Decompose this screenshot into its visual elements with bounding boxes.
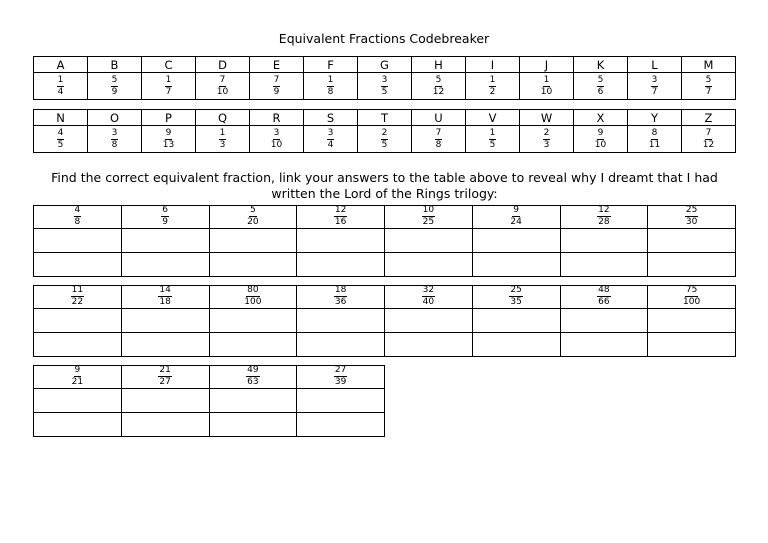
code-letter: Z [682, 110, 736, 126]
fraction [543, 129, 551, 150]
code-letter: F [304, 57, 358, 73]
answer-cell[interactable] [560, 229, 648, 253]
fraction [509, 286, 522, 307]
code-letter: J [520, 57, 574, 73]
fraction [682, 286, 701, 307]
answer-table-2 [33, 285, 736, 357]
fraction [540, 76, 553, 97]
fraction [216, 76, 229, 97]
fraction-numerator: 4 [57, 127, 64, 138]
code-letter: H [412, 57, 466, 73]
fraction-denominator: 66 [598, 297, 610, 307]
fraction-denominator: 5 [381, 139, 388, 150]
answer-cell[interactable] [560, 309, 648, 333]
answer-row [34, 309, 736, 333]
letter-cell[interactable] [121, 333, 209, 357]
fraction [432, 76, 445, 97]
fraction-denominator: 100 [683, 297, 701, 307]
fraction-numerator: 48 [598, 285, 610, 295]
fraction [327, 76, 335, 97]
code-letter: C [142, 57, 196, 73]
answer-cell[interactable] [472, 309, 560, 333]
letter-cell[interactable] [34, 333, 122, 357]
fraction [685, 206, 698, 227]
answer-cell[interactable] [297, 389, 385, 413]
answer-row [34, 389, 385, 413]
fraction-denominator: 7 [165, 86, 172, 97]
question-cell [121, 286, 209, 309]
fraction [165, 76, 173, 97]
code-fraction-cell [142, 73, 196, 100]
fraction [246, 366, 259, 387]
code-fraction-cell [412, 73, 466, 100]
fraction [243, 286, 262, 307]
fraction-denominator: 36 [334, 297, 347, 307]
code-letter: Q [196, 110, 250, 126]
letter-answer-row [34, 253, 736, 277]
question-row [34, 366, 385, 389]
fraction [162, 129, 175, 150]
fraction-numerator: 5 [111, 74, 118, 85]
fraction [648, 129, 661, 150]
fraction-denominator: 100 [244, 297, 262, 307]
fraction-numerator: 25 [685, 205, 698, 215]
fraction [489, 129, 497, 150]
question-cell [209, 286, 297, 309]
fraction [334, 286, 347, 307]
fraction-denominator: 8 [327, 86, 334, 97]
question-cell [560, 286, 648, 309]
fraction-denominator: 9 [273, 86, 280, 97]
letter-cell[interactable] [648, 333, 736, 357]
fraction-numerator: 1 [219, 127, 226, 138]
code-fraction-cell [196, 126, 250, 153]
fraction [509, 206, 522, 227]
answer-cell[interactable] [648, 229, 736, 253]
letter-cell[interactable] [121, 413, 209, 437]
fraction-denominator: 22 [71, 297, 84, 307]
fraction-numerator: 10 [422, 205, 435, 215]
question-cell [209, 366, 297, 389]
answer-cell[interactable] [297, 229, 385, 253]
code-letter: D [196, 57, 250, 73]
code-letter: O [88, 110, 142, 126]
fraction [489, 76, 497, 97]
fraction-numerator: 7 [219, 74, 226, 85]
letter-cell[interactable] [560, 333, 648, 357]
answer-cell[interactable] [121, 309, 209, 333]
fraction [161, 206, 169, 227]
fraction-numerator: 3 [273, 127, 280, 138]
code-fraction-cell [574, 126, 628, 153]
fraction-numerator: 1 [543, 74, 550, 85]
fraction [381, 76, 389, 97]
answer-cell[interactable] [385, 309, 473, 333]
fraction-numerator: 9 [74, 365, 81, 375]
question-cell [297, 286, 385, 309]
fraction-denominator: 7 [651, 86, 658, 97]
code-letter: U [412, 110, 466, 126]
fraction [71, 286, 84, 307]
letter-cell[interactable] [209, 333, 297, 357]
fraction-numerator: 75 [685, 285, 698, 295]
fraction-denominator: 30 [685, 217, 698, 227]
fraction-denominator: 16 [334, 217, 347, 227]
code-letter: N [34, 110, 88, 126]
fraction [158, 366, 171, 387]
code-fraction-cell [304, 126, 358, 153]
code-fraction-cell [574, 73, 628, 100]
answer-cell[interactable] [472, 229, 560, 253]
fraction-denominator: 35 [510, 297, 522, 307]
fraction-numerator: 7 [705, 127, 712, 138]
fraction-numerator: 7 [435, 127, 442, 138]
fraction [158, 286, 171, 307]
fraction-denominator: 4 [57, 86, 64, 97]
code-letter: A [34, 57, 88, 73]
fraction [705, 76, 713, 97]
fraction-denominator: 10 [540, 86, 553, 97]
code-fraction-cell [682, 126, 736, 153]
code-letter-row [34, 57, 736, 73]
fraction-numerator: 8 [651, 127, 658, 138]
fraction [246, 206, 259, 227]
fraction-denominator: 10 [270, 139, 283, 150]
fraction-denominator: 13 [162, 139, 175, 150]
fraction-numerator: 9 [165, 127, 172, 138]
answer-cell[interactable] [385, 229, 473, 253]
fraction-denominator: 8 [74, 217, 81, 227]
fraction [273, 76, 281, 97]
question-cell [297, 206, 385, 229]
question-cell [121, 206, 209, 229]
code-letter: Y [628, 110, 682, 126]
code-fraction-row [34, 126, 736, 153]
question-cell [297, 366, 385, 389]
question-cell [34, 286, 122, 309]
code-fraction-cell [358, 73, 412, 100]
fraction-numerator: 12 [334, 205, 347, 215]
fraction [597, 76, 605, 97]
code-letter: E [250, 57, 304, 73]
fraction-denominator: 20 [247, 217, 259, 227]
fraction [702, 129, 715, 150]
code-fraction-cell [520, 73, 574, 100]
code-fraction-cell [358, 126, 412, 153]
fraction-numerator: 80 [247, 285, 259, 295]
fraction-denominator: 10 [216, 86, 229, 97]
code-letter: R [250, 110, 304, 126]
fraction-numerator: 49 [247, 365, 259, 375]
fraction-denominator: 8 [435, 139, 442, 150]
fraction-numerator: 3 [111, 127, 118, 138]
code-letter: I [466, 57, 520, 73]
fraction-denominator: 18 [159, 297, 171, 307]
answer-cell[interactable] [209, 229, 297, 253]
letter-cell[interactable] [297, 413, 385, 437]
code-fraction-cell [250, 73, 304, 100]
letter-cell[interactable] [209, 253, 297, 277]
fraction-numerator: 4 [74, 205, 81, 215]
letter-cell[interactable] [34, 413, 122, 437]
fraction-denominator: 8 [111, 139, 118, 150]
fraction-denominator: 6 [597, 86, 604, 97]
code-letter: X [574, 110, 628, 126]
question-row [34, 206, 736, 229]
fraction-numerator: 1 [165, 74, 172, 85]
code-letter: S [304, 110, 358, 126]
code-fraction-cell [88, 73, 142, 100]
question-cell [34, 366, 122, 389]
fraction-numerator: 5 [250, 205, 256, 215]
question-cell [648, 286, 736, 309]
fraction-numerator: 3 [381, 74, 388, 85]
fraction-numerator: 21 [159, 365, 171, 375]
fraction-numerator: 2 [381, 127, 388, 138]
fraction-denominator: 28 [598, 217, 610, 227]
question-cell [209, 206, 297, 229]
fraction-denominator: 5 [57, 139, 64, 150]
fraction [597, 286, 610, 307]
fraction-denominator: 25 [422, 217, 435, 227]
fraction-denominator: 40 [422, 297, 435, 307]
fraction-numerator: 18 [334, 285, 347, 295]
code-letter: B [88, 57, 142, 73]
question-row [34, 286, 736, 309]
fraction [334, 366, 347, 387]
fraction-numerator: 1 [489, 74, 496, 85]
fraction-numerator: 11 [71, 285, 84, 295]
fraction-numerator: 1 [489, 127, 496, 138]
code-table-a-to-m [33, 56, 736, 100]
fraction-denominator: 63 [247, 377, 259, 387]
answer-cell[interactable] [121, 389, 209, 413]
fraction-numerator: 5 [435, 74, 442, 85]
code-fraction-cell [412, 126, 466, 153]
code-fraction-cell [196, 73, 250, 100]
fraction-denominator: 21 [71, 377, 84, 387]
fraction-denominator: 4 [327, 139, 334, 150]
fraction [270, 129, 283, 150]
fraction-numerator: 32 [422, 285, 435, 295]
fraction-numerator: 5 [705, 74, 712, 85]
letter-cell[interactable] [297, 333, 385, 357]
instructions-text: Find the correct equivalent fraction, link your answers to the table above to reveal why I dreamt that I had written the Lord of the Rings trilogy: [51, 170, 718, 201]
fraction [597, 206, 610, 227]
answer-cell[interactable] [648, 309, 736, 333]
fraction-denominator: 12 [702, 139, 715, 150]
fraction [111, 129, 119, 150]
fraction [57, 76, 65, 97]
letter-cell[interactable] [472, 333, 560, 357]
code-fraction-row [34, 73, 736, 100]
fraction-denominator: 3 [543, 139, 550, 150]
question-cell [385, 206, 473, 229]
letter-answer-row [34, 333, 736, 357]
answer-cell[interactable] [34, 309, 122, 333]
fraction-denominator: 10 [594, 139, 607, 150]
letter-cell[interactable] [385, 333, 473, 357]
question-cell [560, 206, 648, 229]
letter-cell[interactable] [297, 253, 385, 277]
answer-row [34, 229, 736, 253]
question-cell [648, 206, 736, 229]
fraction-numerator: 5 [597, 74, 604, 85]
code-fraction-cell [34, 126, 88, 153]
letter-cell[interactable] [121, 253, 209, 277]
fraction [435, 129, 443, 150]
code-letter: V [466, 110, 520, 126]
code-fraction-cell [520, 126, 574, 153]
question-cell [385, 286, 473, 309]
fraction-numerator: 7 [273, 74, 280, 85]
fraction-denominator: 3 [219, 139, 226, 150]
code-table-n-to-z [33, 109, 736, 153]
letter-cell[interactable] [560, 253, 648, 277]
code-letter: G [358, 57, 412, 73]
fraction-numerator: 3 [651, 74, 658, 85]
fraction-numerator: 25 [510, 285, 522, 295]
fraction [381, 129, 389, 150]
code-fraction-cell [142, 126, 196, 153]
letter-cell[interactable] [472, 253, 560, 277]
question-cell [472, 206, 560, 229]
code-fraction-cell [34, 73, 88, 100]
code-fraction-cell [88, 126, 142, 153]
fraction-numerator: 2 [543, 127, 550, 138]
code-letter: M [682, 57, 736, 73]
code-letter: T [358, 110, 412, 126]
fraction-denominator: 7 [705, 86, 712, 97]
code-fraction-cell [682, 73, 736, 100]
fraction [651, 76, 659, 97]
code-fraction-cell [250, 126, 304, 153]
code-fraction-cell [628, 126, 682, 153]
answer-cell[interactable] [209, 389, 297, 413]
code-letter: W [520, 110, 574, 126]
question-cell [472, 286, 560, 309]
worksheet-title: Equivalent Fractions Codebreaker [278, 31, 490, 46]
fraction [327, 129, 335, 150]
question-cell [34, 206, 122, 229]
fraction [57, 129, 65, 150]
answer-cell[interactable] [34, 389, 122, 413]
code-fraction-cell [466, 126, 520, 153]
fraction [71, 366, 84, 387]
fraction-numerator: 1 [57, 74, 64, 85]
fraction-denominator: 9 [111, 86, 118, 97]
answer-cell[interactable] [121, 229, 209, 253]
letter-cell[interactable] [34, 253, 122, 277]
fraction-numerator: 9 [597, 127, 604, 138]
answer-cell[interactable] [209, 309, 297, 333]
fraction [219, 129, 227, 150]
fraction-denominator: 9 [162, 217, 168, 227]
fraction-numerator: 14 [159, 285, 171, 295]
answer-cell[interactable] [34, 229, 122, 253]
letter-answer-row [34, 413, 385, 437]
fraction [422, 286, 435, 307]
code-letter: P [142, 110, 196, 126]
code-letter: L [628, 57, 682, 73]
fraction-denominator: 11 [648, 139, 661, 150]
letter-cell[interactable] [209, 413, 297, 437]
answer-table-3 [33, 365, 385, 437]
fraction [594, 129, 607, 150]
fraction [111, 76, 119, 97]
fraction-numerator: 27 [334, 365, 347, 375]
answer-cell[interactable] [297, 309, 385, 333]
fraction-numerator: 12 [598, 205, 610, 215]
fraction [74, 206, 82, 227]
code-fraction-cell [466, 73, 520, 100]
code-letter: K [574, 57, 628, 73]
question-cell [121, 366, 209, 389]
fraction-numerator: 6 [162, 205, 168, 215]
fraction-denominator: 12 [432, 86, 445, 97]
fraction-denominator: 5 [381, 86, 388, 97]
fraction-denominator: 2 [489, 86, 496, 97]
letter-cell[interactable] [385, 253, 473, 277]
fraction [422, 206, 435, 227]
code-fraction-cell [304, 73, 358, 100]
fraction-denominator: 5 [489, 139, 496, 150]
code-letter-row [34, 110, 736, 126]
fraction [334, 206, 347, 227]
fraction-denominator: 39 [334, 377, 347, 387]
letter-cell[interactable] [648, 253, 736, 277]
code-fraction-cell [628, 73, 682, 100]
fraction-numerator: 3 [327, 127, 334, 138]
fraction-numerator: 9 [513, 205, 519, 215]
fraction-numerator: 1 [327, 74, 334, 85]
fraction-denominator: 24 [510, 217, 522, 227]
fraction-denominator: 27 [159, 377, 171, 387]
answer-table-1 [33, 205, 736, 277]
